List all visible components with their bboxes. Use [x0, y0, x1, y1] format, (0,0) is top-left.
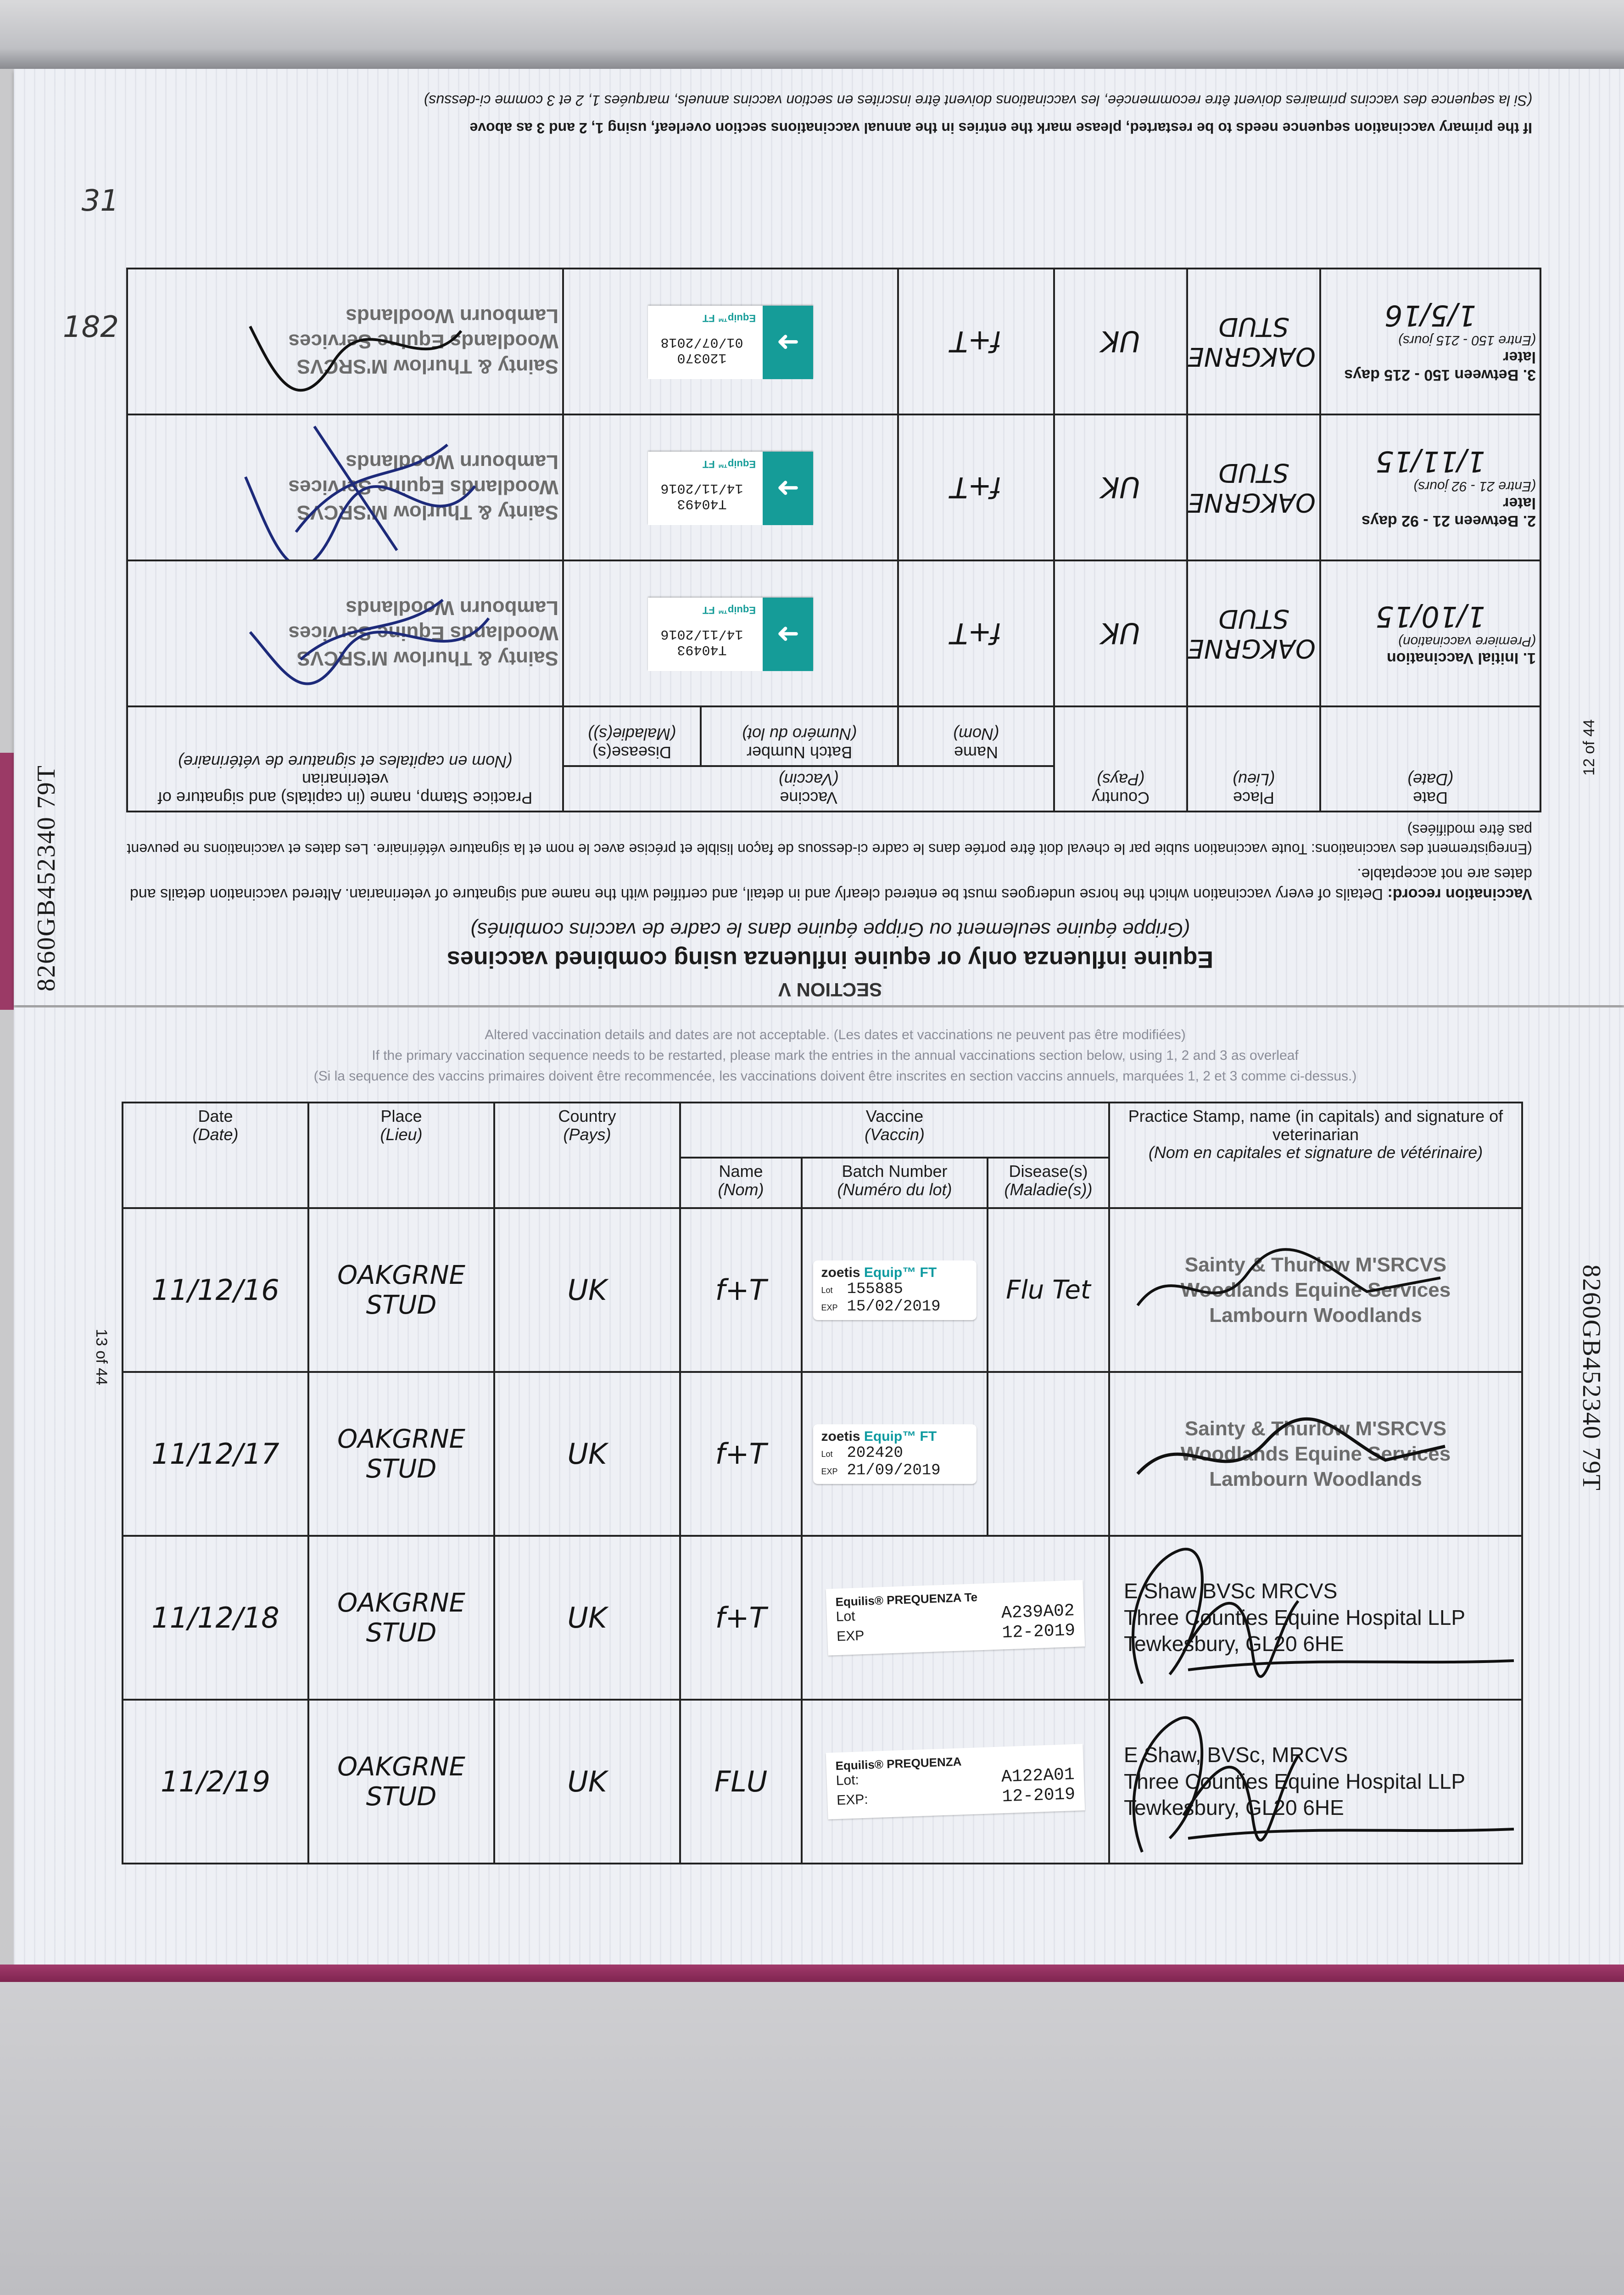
- arrow-icon: ➜: [763, 598, 813, 671]
- lot-value: 202420: [847, 1444, 903, 1462]
- practice-stamp: E Shaw BVSc MRCVS Three Counties Equine Hospital LLP Tewkesbury, GL20 6HE: [1124, 1579, 1466, 1656]
- vaccine-sticker: zoetis Equip™ FT Lot 202420 EXP 21/09/2019: [813, 1424, 977, 1484]
- country-cell: UK: [1054, 269, 1187, 414]
- vaccine-name-cell: f+T: [680, 1372, 802, 1536]
- place-cell: OAKGRNE STUD: [308, 1536, 494, 1700]
- date-cell: 11/12/16: [123, 1208, 308, 1372]
- exp-value: 15/02/2019: [847, 1298, 941, 1315]
- header-vaccine: Vaccine (Vaccin): [563, 766, 1054, 812]
- date-value: 1/5/16: [1384, 299, 1476, 333]
- sticker-brand: Equip™ FT: [702, 605, 756, 616]
- practice-stamp: Sainty & Thurlow M'SRCVS Woodlands Equine Services Lambourn Woodlands: [1180, 1254, 1451, 1327]
- vaccine-name-cell: FLU: [680, 1700, 802, 1864]
- country-cell: UK: [494, 1372, 680, 1536]
- practice-stamp: Sainty & Thurlow M'SRCVS Woodlands Equine Services Lambourn Woodlands: [1180, 1417, 1451, 1490]
- practice-stamp: E Shaw, BVSc, MRCVS Three Counties Equine Hospital LLP Tewkesbury, GL20 6HE: [1124, 1743, 1466, 1820]
- vaccine-sticker: Equilis® PREQUENZA Lot: A122A01 EXP: 12-2019: [826, 1744, 1085, 1819]
- place-cell: OAKGRNE STUD: [1187, 414, 1320, 560]
- country-cell: UK: [494, 1536, 680, 1700]
- table-row: [127, 269, 1540, 414]
- vaccine-sticker: [648, 452, 813, 525]
- vaccine-name-cell: f+T: [680, 1536, 802, 1700]
- table-row: [123, 1536, 1522, 1700]
- vaccination-record-text: [110, 864, 1532, 904]
- date-cell: [1320, 269, 1540, 414]
- vaccine-name-cell: f+T: [898, 414, 1054, 560]
- row-label: 1. Initial Vaccination: [1387, 649, 1536, 667]
- disease-cell: Flu Tet: [988, 1208, 1109, 1372]
- margin-note-31: 31: [81, 184, 119, 218]
- header-vaccine: Vaccine (Vaccin): [680, 1103, 1109, 1158]
- table-row: [127, 414, 1540, 560]
- header-country: Country (Pays): [494, 1103, 680, 1208]
- primary-vaccination-table: [126, 268, 1541, 812]
- batch-label-cell: [563, 560, 898, 706]
- vaccine-name-cell: f+T: [680, 1208, 802, 1372]
- date-cell: [1320, 414, 1540, 560]
- country-cell: UK: [1054, 414, 1187, 560]
- vaccine-sticker: [648, 306, 813, 379]
- date-value: 1/10/15: [1375, 599, 1485, 633]
- page-number: 13 of 44: [93, 1329, 110, 1385]
- stamp-cell: [127, 414, 563, 560]
- country-cell: UK: [494, 1208, 680, 1372]
- vaccine-name-cell: f+T: [898, 269, 1054, 414]
- batch-label-cell: [563, 414, 898, 560]
- table-row: [123, 1208, 1522, 1372]
- passport-page-13: [14, 1008, 1624, 1965]
- scanner-background: [0, 1982, 1624, 2295]
- header-stamp: Practice Stamp, name (in capitals) and signature of veterinarian (Nom en capitales et signature de vétérinaire): [127, 706, 563, 812]
- faint-note-3: (Si la sequence des vaccins primaires doivent être recommencée, les vaccinations doivent être inscrites en section vaccins annuels, marquées 1, 2 et 3 comme ci-dessus.): [313, 1069, 1357, 1084]
- sticker-brand: Equip™ FT: [702, 459, 756, 470]
- date-value: 1/11/15: [1375, 445, 1485, 479]
- row-label-fr: (Premiere vaccination): [1398, 633, 1536, 649]
- page-number: 12 of 44: [1580, 719, 1598, 776]
- document-id: 8260GB452340 79T: [1577, 1265, 1606, 1491]
- practice-stamp: Sainty & Thurlow M'SRCVS Woodlands Equine Services Lambourn Woodlands: [288, 305, 558, 378]
- exp-value: 12-2019: [1001, 1784, 1076, 1807]
- section-subheading: (Grippe équine seulement ou Grippe équine dans le cadre de vaccins combinés): [470, 918, 1190, 941]
- batch-label-cell: [563, 269, 898, 414]
- arrow-icon: ➜: [763, 452, 813, 525]
- sticker-brand: Equip™ FT: [702, 313, 756, 325]
- lot-value: A122A01: [1001, 1764, 1075, 1787]
- header-vaccine-name: Name (Nom): [680, 1158, 802, 1208]
- row-label-fr: (Entre 150 - 215 jours): [1398, 333, 1536, 348]
- record-label: Vaccination record:: [1387, 885, 1532, 903]
- header-stamp: Practice Stamp, name (in capitals) and signature of veterinarian (Nom en capitales et signature de vétérinaire): [1109, 1103, 1522, 1208]
- header-date: Date (Date): [123, 1103, 308, 1208]
- row-label: 3. Between 150 - 215 days later: [1344, 348, 1536, 384]
- book-cover-edge: [0, 753, 14, 1010]
- record-en: Details of every vaccination which the horse undergoes must be entered clearly and in detail, and certified with the name and signature of veterinarian. Altered vaccination details and dates are not acceptable.: [129, 865, 1532, 903]
- place-cell: OAKGRNE STUD: [1187, 560, 1320, 706]
- country-cell: UK: [1054, 560, 1187, 706]
- place-cell: OAKGRNE STUD: [1187, 269, 1320, 414]
- header-batch-number: Batch Number (Numéro du lot): [701, 706, 898, 766]
- batch-label-cell: [802, 1700, 1109, 1864]
- sticker-brand: Equilis® PREQUENZA Te: [835, 1590, 978, 1609]
- table-row: [127, 560, 1540, 706]
- sticker-product: Equip™ FT: [864, 1265, 937, 1280]
- sticker-product: Equip™ FT: [864, 1428, 937, 1444]
- lot-value: A239A02: [1001, 1601, 1075, 1623]
- stamp-cell: [127, 560, 563, 706]
- sticker-brand: Equilis® PREQUENZA: [835, 1754, 962, 1773]
- table-row: [123, 1372, 1522, 1536]
- passport-page-12: [14, 69, 1624, 1005]
- date-cell: 11/12/18: [123, 1536, 308, 1700]
- practice-stamp: Sainty & Thurlow M'SRCVS Woodlands Equine Services Lambourn Woodlands: [288, 451, 558, 524]
- batch-label-cell: [802, 1208, 988, 1372]
- place-cell: OAKGRNE STUD: [308, 1208, 494, 1372]
- practice-stamp: Sainty & Thurlow M'SRCVS Woodlands Equine Services Lambourn Woodlands: [288, 597, 558, 670]
- vaccine-name-cell: f+T: [898, 560, 1054, 706]
- date-cell: [1320, 560, 1540, 706]
- restart-note-fr: (Si la sequence des vaccins primaires doivent être recommencée, les vaccinations doivent être inscrites en section vaccins annuels, marquées 1, 2 et 3 comme ci-dessus): [424, 92, 1532, 109]
- date-cell: 11/12/17: [123, 1372, 308, 1536]
- disease-cell: [988, 1372, 1109, 1536]
- sticker-brand: zoetis: [821, 1265, 860, 1280]
- margin-note-182: 182: [62, 310, 119, 344]
- header-country: Country (Pays): [1054, 706, 1187, 812]
- header-place: Place (Lieu): [308, 1103, 494, 1208]
- exp-value: 21/09/2019: [847, 1461, 941, 1479]
- batch-label-cell: [802, 1372, 988, 1536]
- stamp-cell: [1109, 1372, 1522, 1536]
- place-cell: OAKGRNE STUD: [308, 1700, 494, 1864]
- section-heading: Equine influenza only or equine influenza using combined vaccines: [446, 946, 1214, 973]
- faint-note-1: Altered vaccination details and dates are not acceptable. (Les dates et vaccinations ne peuvent pas être modifiées): [485, 1027, 1186, 1042]
- batch-label-cell: [802, 1536, 1109, 1700]
- stamp-cell: [1109, 1536, 1522, 1700]
- stamp-cell: [1109, 1208, 1522, 1372]
- header-place: Place (Lieu): [1187, 706, 1320, 812]
- exp-value: 12-2019: [1001, 1620, 1076, 1643]
- annual-vaccination-table: [122, 1102, 1523, 1864]
- header-diseases: Disease(s) (Maladie(s)): [988, 1158, 1109, 1208]
- restart-note: If the primary vaccination sequence needs to be restarted, please mark the entries in the annual vaccinations section overleaf, using 1, 2 and 3 as above: [469, 120, 1532, 136]
- upside-down-content: [14, 69, 1624, 1005]
- vaccine-sticker: Equilis® PREQUENZA Te Lot A239A02 EXP 12-2019: [826, 1580, 1085, 1655]
- vaccine-sticker: zoetis Equip™ FT Lot 155885 EXP 15/02/2019: [813, 1260, 977, 1320]
- row-label: 2. Between 21 - 92 days later: [1362, 494, 1536, 530]
- date-cell: 11/2/19: [123, 1700, 308, 1864]
- batch-value: 120370 01/07/2018: [660, 334, 743, 366]
- place-cell: OAKGRNE STUD: [308, 1372, 494, 1536]
- header-batch-number: Batch Number (Numéro du lot): [802, 1158, 988, 1208]
- country-cell: UK: [494, 1700, 680, 1864]
- document-id: 8260GB452340 79T: [32, 765, 61, 991]
- arrow-icon: ➜: [763, 306, 813, 379]
- vaccine-sticker: [648, 598, 813, 671]
- stamp-cell: [127, 269, 563, 414]
- record-fr: (Enregistrement des vaccinations: Toute vaccination subie par le cheval doit être portée dans le cadre ci-dessous de façon lisible et précise avec le nom et la signature vétérinaire. Les dates et vaccinations ne peuvent pas être modifiées): [127, 822, 1532, 857]
- row-label-fr: (Entre 21 - 92 jours): [1413, 479, 1536, 494]
- lot-value: 155885: [847, 1280, 903, 1298]
- book-top-edge: [0, 0, 1624, 69]
- book-cover-edge: [0, 1965, 1624, 1982]
- stamp-cell: [1109, 1700, 1522, 1864]
- batch-value: T40493 14/11/2016: [660, 480, 743, 512]
- faint-note-2: If the primary vaccination sequence needs to be restarted, please mark the entries in the annual vaccinations section below, using 1, 2 and 3 as overleaf: [372, 1048, 1299, 1063]
- sticker-brand: zoetis: [821, 1428, 860, 1444]
- header-diseases: Disease(s) (Maladie(s)): [563, 706, 701, 766]
- table-row: [123, 1700, 1522, 1864]
- section-title: SECTION V: [778, 979, 882, 1001]
- batch-value: T40493 14/11/2016: [660, 626, 743, 658]
- header-date: Date (Date): [1320, 706, 1540, 812]
- header-vaccine-name: Name (Nom): [898, 706, 1054, 766]
